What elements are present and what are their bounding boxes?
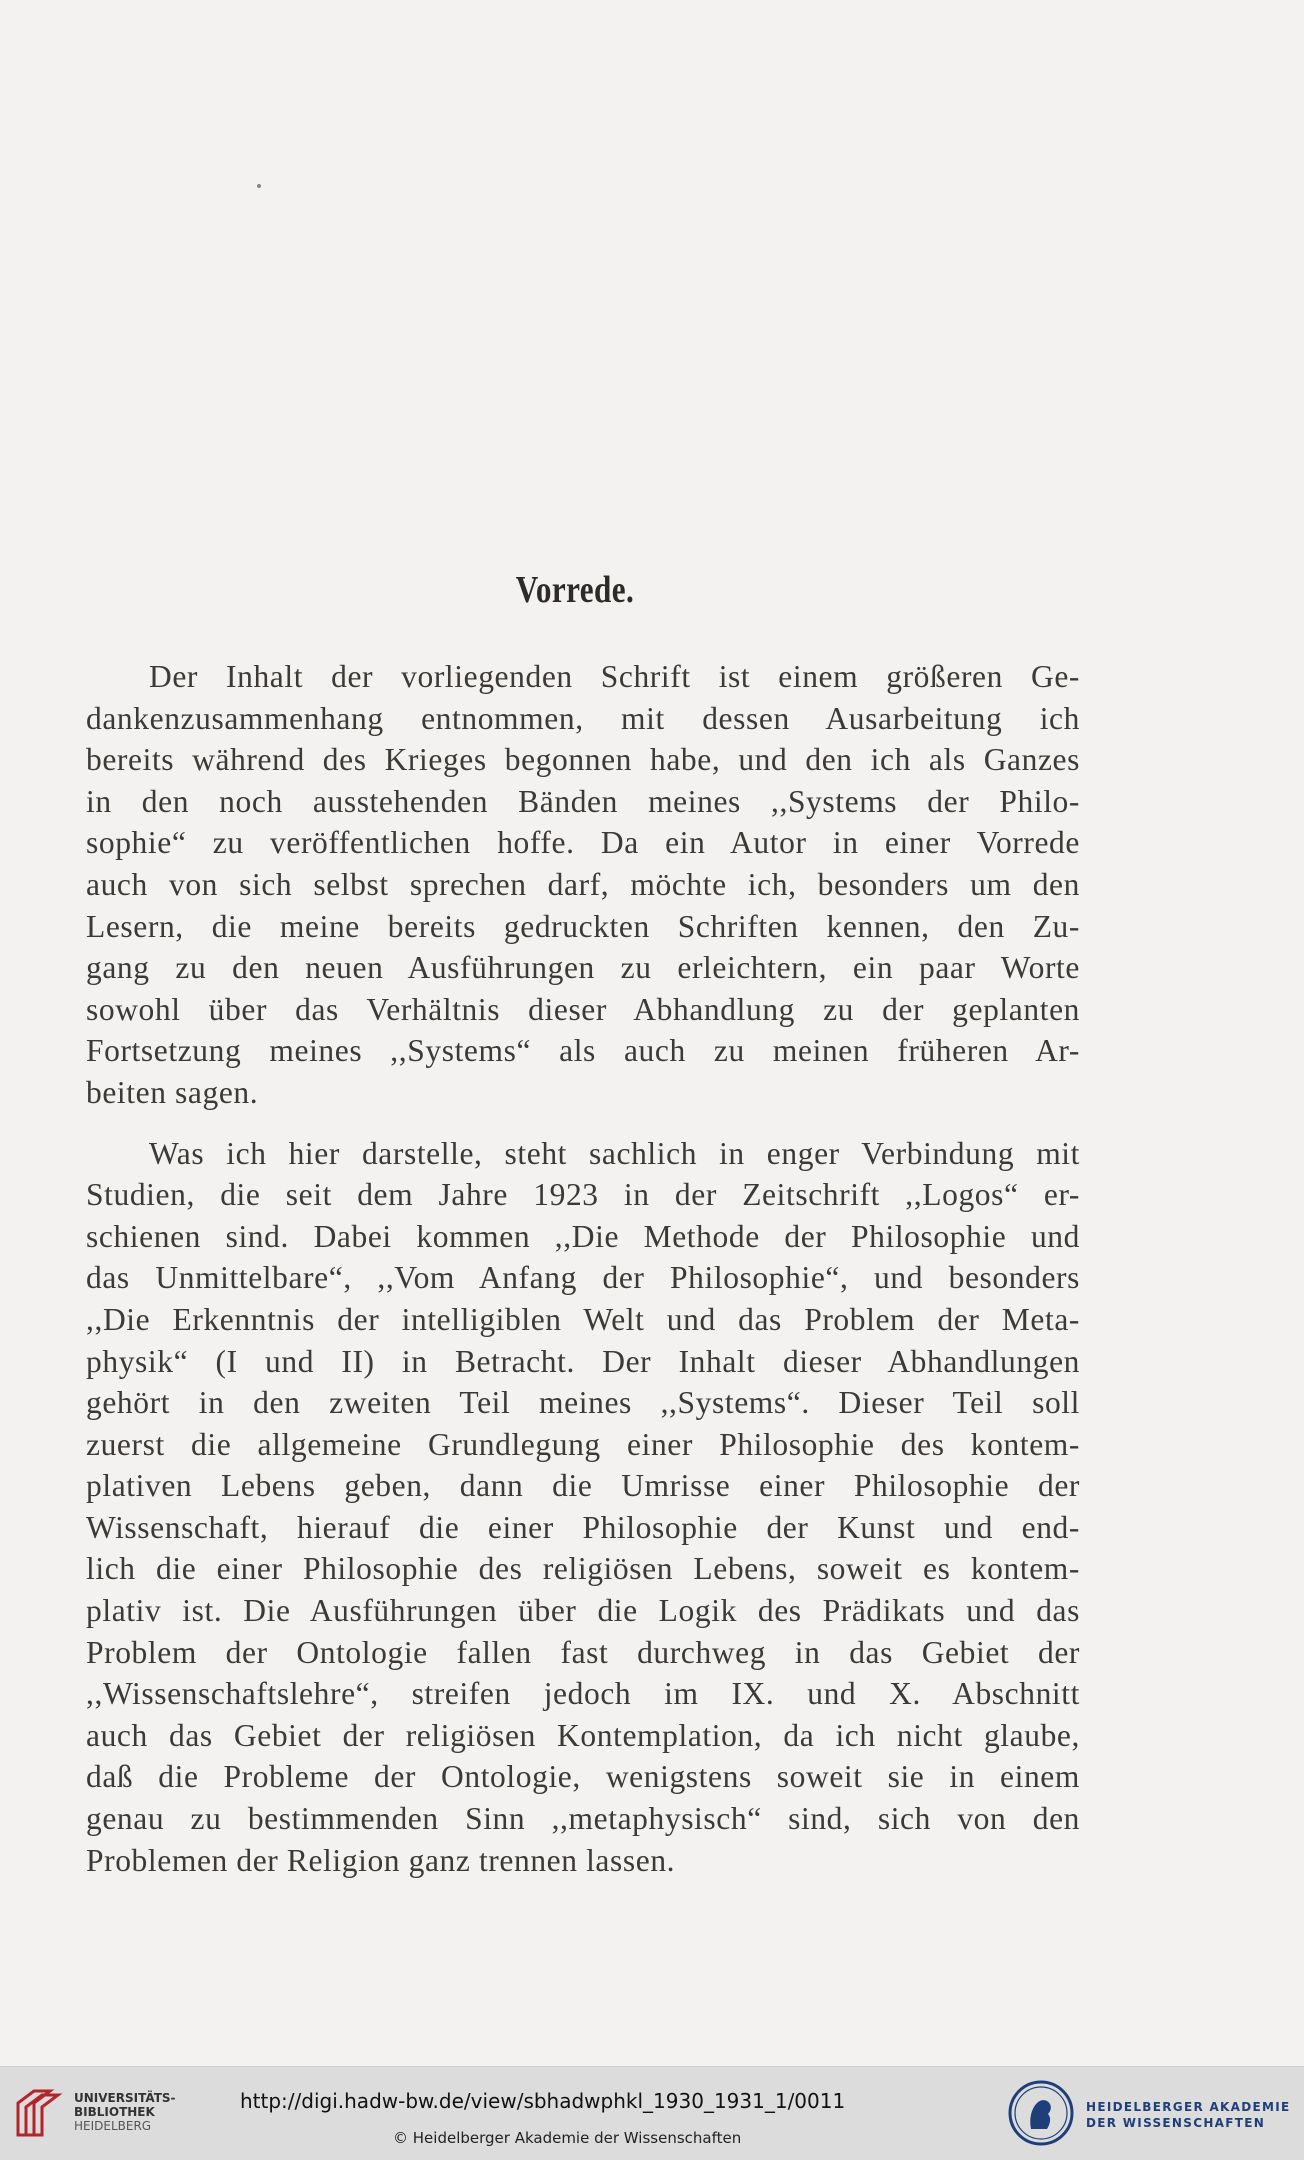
paragraph-1 bbox=[86, 656, 1080, 1114]
university-library-name bbox=[74, 2091, 176, 2133]
text-line: dankenzusammenhang entnommen, mit dessen Ausarbeitung ich bbox=[86, 700, 1080, 736]
had-line-2: DER WISSENSCHAFTEN bbox=[1086, 2116, 1266, 2130]
academy-name bbox=[1086, 2099, 1291, 2131]
page-title: Vorrede. bbox=[515, 569, 635, 611]
text-line: Studien, die seit dem Jahre 1923 in der Zeitschrift ,,Logos“ er- bbox=[86, 1177, 1080, 1213]
body-text bbox=[86, 656, 1080, 1881]
text-line: plativ ist. Die Ausführungen über die Logik des Prädikats und das bbox=[86, 1593, 1080, 1629]
text-line: Lesern, die meine bereits gedruckten Schriften kennen, den Zu- bbox=[86, 908, 1080, 944]
text-line: sophie“ zu veröffentlichen hoffe. Da ein Autor in einer Vorrede bbox=[86, 825, 1080, 861]
text-line: beiten sagen. bbox=[86, 1074, 259, 1110]
text-line: ,,Wissenschaftslehre“, streifen jedoch im IX. und X. Abschnitt bbox=[86, 1676, 1080, 1712]
had-line-1: HEIDELBERGER AKADEMIE bbox=[1086, 2100, 1291, 2114]
text-line: gang zu den neuen Ausführungen zu erleichtern, ein paar Worte bbox=[86, 950, 1080, 986]
text-line: zuerst die allgemeine Grundlegung einer Philosophie des kontem- bbox=[86, 1426, 1080, 1462]
university-library-logo-icon bbox=[12, 2085, 68, 2141]
text-line: genau zu bestimmenden Sinn ,,metaphysisch“ sind, sich von den bbox=[86, 1801, 1080, 1837]
text-line: auch das Gebiet der religiösen Kontemplation, da ich nicht glaube, bbox=[86, 1717, 1080, 1753]
text-line: auch von sich selbst sprechen darf, möchte ich, besonders um den bbox=[86, 866, 1080, 902]
text-line: sowohl über das Verhältnis dieser Abhandlung zu der geplanten bbox=[86, 991, 1080, 1027]
permalink-url[interactable]: http://digi.hadw-bw.de/view/sbhadwphkl_1930_1931_1/0011 bbox=[240, 2089, 846, 2113]
ub-line-2: BIBLIOTHEK bbox=[74, 2105, 155, 2119]
ub-line-3: HEIDELBERG bbox=[74, 2119, 152, 2133]
text-line: Wissenschaft, hierauf die einer Philosophie der Kunst und end- bbox=[86, 1509, 1080, 1545]
digitization-footer bbox=[0, 2066, 1304, 2160]
ub-line-1: UNIVERSITÄTS- bbox=[74, 2091, 176, 2105]
paragraph-2 bbox=[86, 1133, 1080, 1882]
copyright-notice: © Heidelberger Akademie der Wissenschaften bbox=[393, 2129, 742, 2147]
paper-speck bbox=[257, 184, 261, 188]
text-line: Was ich hier darstelle, steht sachlich in enger Verbindung mit bbox=[149, 1135, 1080, 1171]
text-line: plativen Lebens geben, dann die Umrisse einer Philosophie der bbox=[86, 1468, 1080, 1504]
text-line: Der Inhalt der vorliegenden Schrift ist einem größeren Ge- bbox=[149, 659, 1080, 694]
text-line: Problem der Ontologie fallen fast durchweg in das Gebiet der bbox=[86, 1634, 1080, 1670]
text-line: daß die Probleme der Ontologie, wenigstens soweit sie in einem bbox=[86, 1759, 1080, 1795]
text-line: bereits während des Krieges begonnen habe, und den ich als Ganzes bbox=[86, 742, 1080, 778]
text-line: gehört in den zweiten Teil meines ,,Systems“. Dieser Teil soll bbox=[86, 1385, 1080, 1421]
text-line: Fortsetzung meines ,,Systems“ als auch zu meinen früheren Ar- bbox=[86, 1033, 1080, 1069]
text-line: das Unmittelbare“, ,,Vom Anfang der Philosophie“, und besonders bbox=[86, 1260, 1080, 1296]
text-line: lich die einer Philosophie des religiösen Lebens, soweit es kontem- bbox=[86, 1551, 1080, 1587]
text-line: physik“ (I und II) in Betracht. Der Inhalt dieser Abhandlungen bbox=[86, 1343, 1080, 1379]
text-line: schienen sind. Dabei kommen ,,Die Methode der Philosophie und bbox=[86, 1218, 1080, 1254]
text-line: ,,Die Erkenntnis der intelligiblen Welt und das Problem der Meta- bbox=[86, 1301, 1080, 1337]
academy-seal-icon bbox=[1007, 2079, 1075, 2147]
text-line: Problemen der Religion ganz trennen lassen. bbox=[86, 1842, 676, 1878]
text-line: in den noch ausstehenden Bänden meines ,,Systems der Philo- bbox=[86, 783, 1080, 819]
